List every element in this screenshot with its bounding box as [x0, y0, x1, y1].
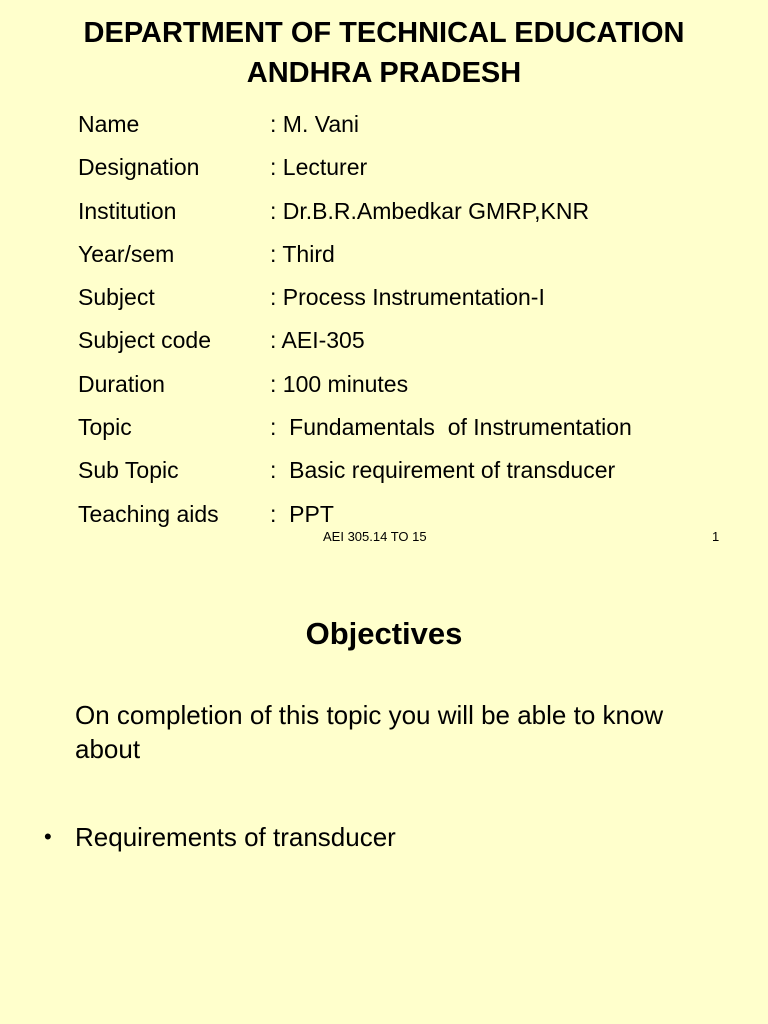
info-label: Designation — [78, 154, 200, 181]
bullet-icon: • — [44, 824, 52, 849]
info-label: Topic — [78, 414, 132, 441]
info-label: Year/sem — [78, 240, 175, 267]
info-row-subject — [78, 277, 632, 320]
slide-title-line-1: DEPARTMENT OF TECHNICAL EDUCATION — [83, 17, 685, 49]
info-value: : Third — [270, 240, 335, 267]
info-value: : Fundamentals of Instrumentation — [270, 414, 632, 441]
info-row-year-sem — [78, 234, 632, 277]
info-label: Subject code — [78, 327, 211, 354]
slide-page-number: 1 — [712, 529, 720, 544]
info-row-topic — [78, 407, 632, 450]
info-label: Subject — [78, 284, 155, 311]
info-row-sub-topic — [78, 450, 632, 493]
info-label: Teaching aids — [78, 500, 219, 527]
info-value: : Dr.B.R.Ambedkar GMRP,KNR — [270, 197, 590, 224]
slide-2 — [0, 576, 768, 1024]
info-value: : Process Instrumentation-I — [270, 284, 545, 311]
objectives-heading: Objectives — [305, 616, 463, 651]
info-label: Sub Topic — [78, 457, 179, 484]
info-table — [78, 104, 632, 537]
slide-footer-code: AEI 305.14 TO 15 — [323, 529, 427, 544]
info-label: Institution — [78, 197, 177, 224]
info-row-name — [78, 104, 632, 147]
info-label: Duration — [78, 370, 165, 397]
list-item — [44, 820, 396, 854]
info-value: : PPT — [270, 500, 334, 527]
info-value: : Lecturer — [270, 154, 368, 181]
info-value: : 100 minutes — [270, 370, 409, 397]
info-value: : AEI-305 — [270, 327, 365, 354]
info-row-subject-code — [78, 320, 632, 363]
info-label: Name — [78, 111, 140, 137]
info-value: : Basic requirement of transducer — [270, 457, 616, 484]
slide-title-line-2: ANDHRA PRADESH — [246, 57, 522, 89]
info-value: : M. Vani — [270, 111, 360, 137]
objectives-list — [44, 820, 396, 854]
info-row-duration — [78, 364, 632, 407]
list-item-text: Requirements of transducer — [75, 822, 396, 852]
objectives-intro: On completion of this topic you will be able to know about — [75, 700, 664, 764]
info-row-institution — [78, 191, 632, 234]
info-row-designation — [78, 147, 632, 190]
